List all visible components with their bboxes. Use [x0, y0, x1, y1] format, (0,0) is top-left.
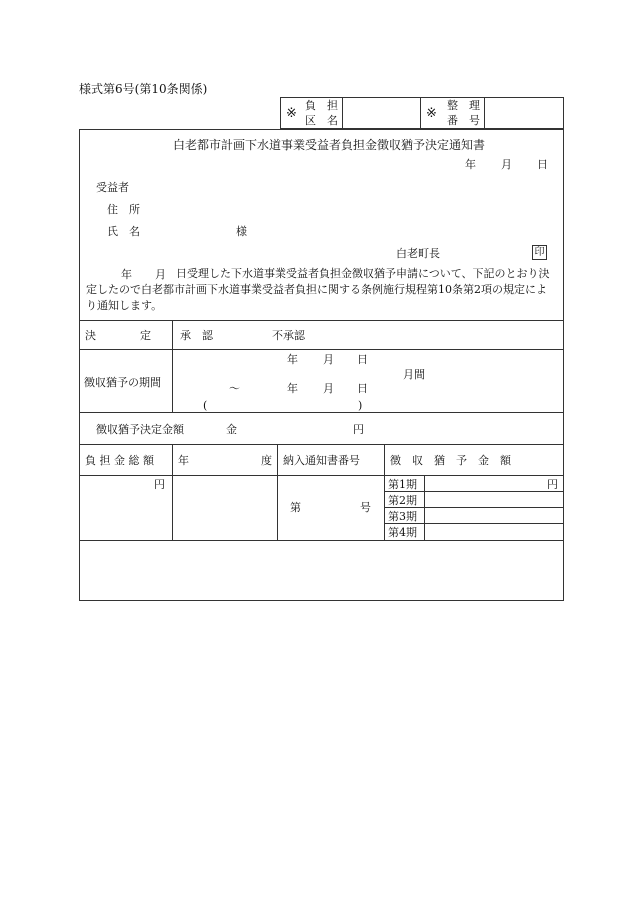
installment-yen: 円: [547, 478, 558, 491]
table-header-year: 年: [178, 454, 189, 467]
label-column-divider: [172, 320, 173, 412]
period-label: 徴収猶予の期間: [84, 376, 161, 389]
rule-period-top: [79, 349, 564, 350]
period-paren-close: ): [358, 399, 363, 412]
seal-mark: 印: [532, 245, 547, 260]
rule-period-row-1: [384, 491, 564, 492]
date-month: 月: [501, 158, 512, 171]
table-header-total: 負 担 金 総 額: [85, 454, 154, 467]
document-title: 白老都市計画下水道事業受益者負担金徴収猶予決定通知書: [173, 138, 486, 152]
header-mark-2: ※: [426, 106, 437, 121]
period-end-month: 月: [323, 382, 334, 395]
form-label: 様式第6号(第10条関係): [79, 82, 208, 96]
installment-label-2: 第2期: [388, 494, 417, 507]
amount-yen: 円: [353, 423, 364, 436]
decision-approve: 承 認: [180, 329, 213, 342]
header-category-line1: 負 担: [305, 99, 338, 112]
date-day: 日: [537, 158, 548, 171]
rule-table-top: [79, 444, 564, 445]
rule-period-row-2: [384, 507, 564, 508]
period-paren-open: (: [203, 399, 208, 412]
amount-label: 徴収猶予決定金額: [96, 423, 184, 436]
header-number-line2: 番 号: [447, 114, 480, 127]
header-number-line1: 整 理: [447, 99, 480, 112]
header-divider-2: [420, 97, 421, 129]
header-category-line2: 区 名: [305, 114, 338, 127]
decision-reject: 不承認: [272, 329, 305, 342]
table-header-year-suffix: 度: [261, 454, 272, 467]
table-notice-go: 号: [360, 501, 371, 514]
recipient-label: 受益者: [96, 181, 129, 194]
recipient-name-label: 氏 名: [107, 225, 140, 238]
period-end-year: 年: [287, 382, 298, 395]
header-mark-1: ※: [286, 106, 297, 121]
installment-label-4: 第4期: [388, 526, 417, 539]
table-notice-dai: 第: [290, 501, 301, 514]
header-divider-3: [484, 97, 485, 129]
recipient-honorific: 様: [236, 225, 247, 238]
period-start-month: 月: [323, 353, 334, 366]
body-text: 日受理した下水道事業受益者負担金徴収猶予申請について、下記のとおり決定したので白老都市計画下水道事業受益者負担に関する条例施行規程第10条第2項の規定により通知します。: [86, 267, 550, 312]
rule-table-header-bottom: [79, 475, 564, 476]
body-year: 年: [121, 268, 132, 281]
rule-remarks-top: [79, 540, 564, 541]
rule-period-row-3: [384, 523, 564, 524]
form-frame: [79, 129, 564, 601]
table-total-yen: 円: [154, 478, 165, 491]
col-divider-2: [277, 444, 278, 540]
installment-label-3: 第3期: [388, 510, 417, 523]
header-divider-1: [342, 97, 343, 129]
body-month: 月: [155, 268, 166, 281]
installment-label-1: 第1期: [388, 478, 417, 491]
table-header-notice: 納入通知書番号: [283, 454, 360, 467]
rule-decision-top: [79, 320, 564, 321]
rule-amount-top: [79, 412, 564, 413]
period-start-day: 日: [357, 353, 368, 366]
period-start-year: 年: [287, 353, 298, 366]
col-divider-1: [172, 444, 173, 540]
amount-kin: 金: [226, 423, 237, 436]
period-tilde: ～: [229, 382, 240, 395]
date-year: 年: [465, 158, 476, 171]
decision-label: 決 定: [85, 329, 151, 342]
table-header-defer: 徴 収 猶 予 金 額: [390, 454, 511, 467]
period-end-day: 日: [357, 382, 368, 395]
recipient-address-label: 住 所: [107, 203, 140, 216]
period-months: 月間: [403, 368, 425, 381]
col-divider-3: [384, 444, 385, 540]
issuer-name: 白老町長: [396, 247, 440, 260]
